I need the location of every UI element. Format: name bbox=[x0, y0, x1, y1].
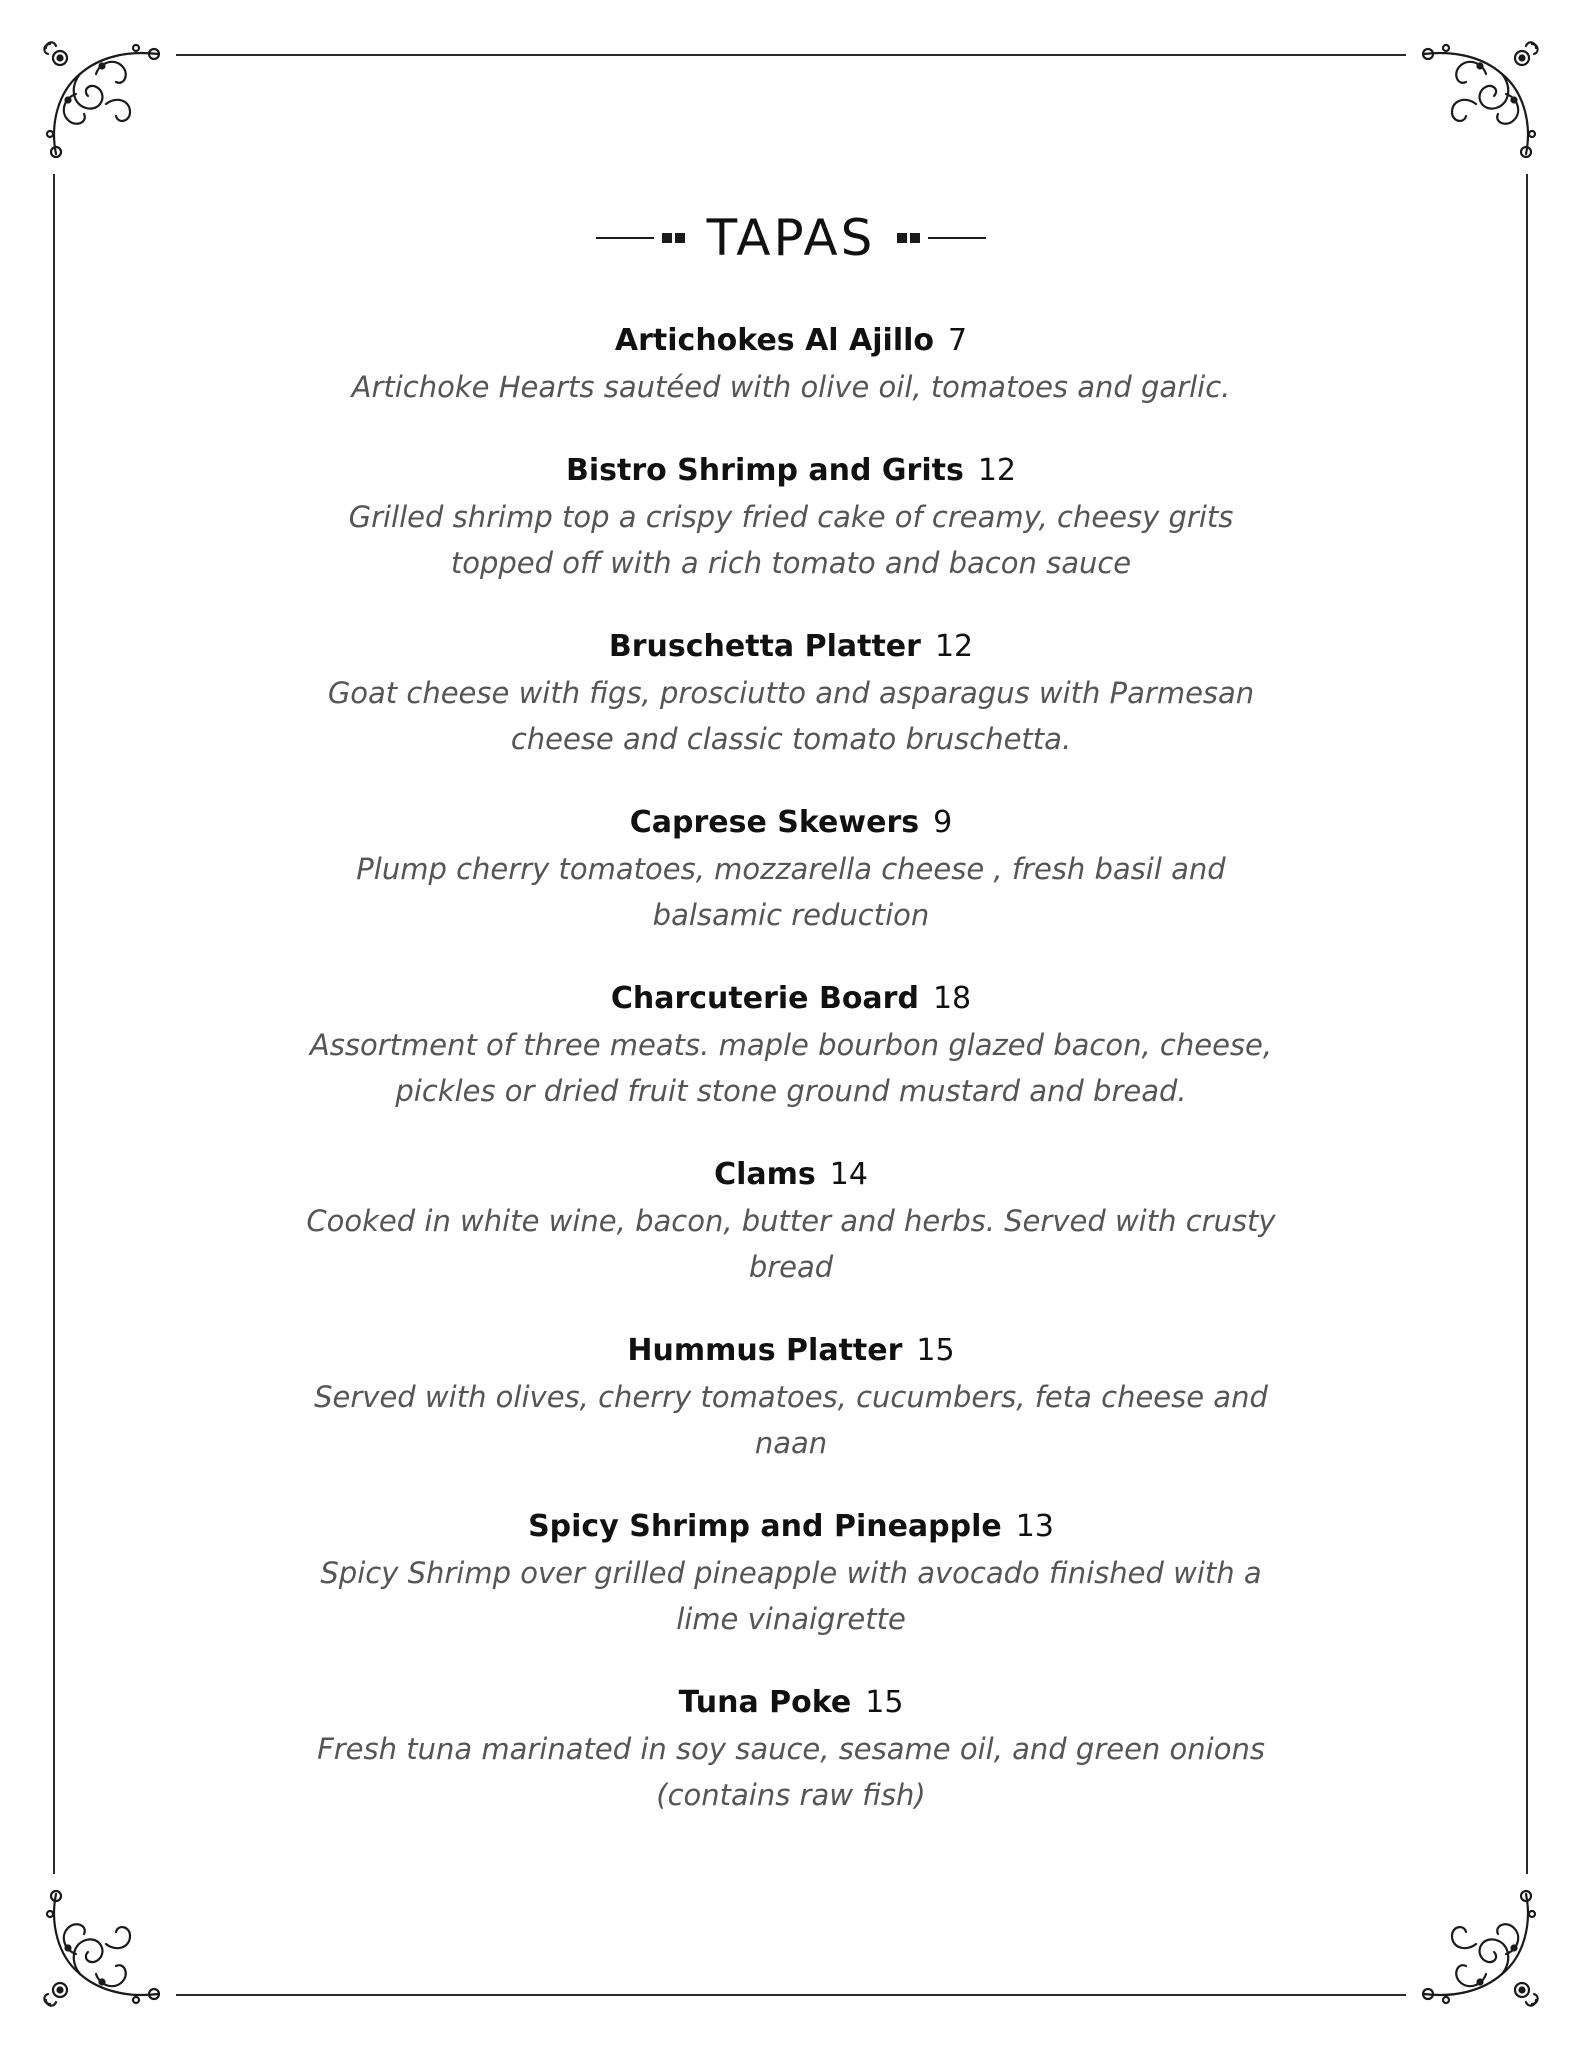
menu-item-description: balsamic reduction bbox=[652, 898, 930, 932]
double-square-divider-icon bbox=[662, 233, 685, 243]
flourish-corner-icon bbox=[1406, 1874, 1546, 2014]
menu-item-name: Hummus Platter bbox=[627, 1333, 903, 1368]
menu-item-title-line bbox=[191, 800, 1391, 846]
menu-item-price: 12 bbox=[934, 629, 974, 664]
menu-item-name: Tuna Poke bbox=[678, 1685, 852, 1720]
menu-item-name: Caprese Skewers bbox=[629, 805, 920, 840]
menu-item-description: Served with olives, cherry tomatoes, cucumbers, feta cheese and bbox=[314, 1380, 1268, 1414]
menu-item-description: Cooked in white wine, bacon, butter and herbs. Served with crusty bbox=[306, 1204, 1276, 1238]
flourish-corner-icon bbox=[36, 34, 176, 174]
menu-item-description: cheese and classic tomato bruschetta. bbox=[510, 722, 1072, 756]
menu-item-title-line bbox=[191, 448, 1391, 494]
menu-item bbox=[191, 318, 1391, 410]
menu-item-name: Artichokes Al Ajillo bbox=[614, 323, 934, 358]
menu-item-title-line bbox=[191, 976, 1391, 1022]
menu-item-name: Charcuterie Board bbox=[610, 981, 919, 1016]
heading-rule-left bbox=[596, 237, 654, 239]
double-square-divider-icon bbox=[897, 233, 920, 243]
menu-item-title-line bbox=[191, 1152, 1391, 1198]
menu-item-name: Bruschetta Platter bbox=[608, 629, 921, 664]
menu-item-price: 15 bbox=[916, 1333, 955, 1368]
menu-item bbox=[191, 1680, 1391, 1818]
menu-item-description: Assortment of three meats. maple bourbon glazed bacon, cheese, bbox=[309, 1028, 1273, 1062]
menu-item-description: Fresh tuna marinated in soy sauce, sesame oil, and green onions bbox=[317, 1732, 1265, 1766]
menu-list bbox=[191, 318, 1391, 1856]
menu-item-price: 18 bbox=[932, 981, 972, 1016]
menu-item-name: Spicy Shrimp and Pineapple bbox=[528, 1509, 1002, 1544]
menu-item-description: Spicy Shrimp over grilled pineapple with avocado finished with a bbox=[320, 1556, 1262, 1590]
menu-item-description: pickles or dried fruit stone ground mustard and bread. bbox=[395, 1074, 1187, 1108]
menu-item-description: Plump cherry tomatoes, mozzarella cheese , fresh basil and bbox=[356, 852, 1226, 886]
menu-item bbox=[191, 1152, 1391, 1290]
menu-item-price: 15 bbox=[865, 1685, 904, 1720]
menu-item-name: Clams bbox=[714, 1157, 816, 1192]
menu-item-description: Goat cheese with figs, prosciutto and asparagus with Parmesan bbox=[327, 676, 1255, 710]
flourish-corner-icon bbox=[1406, 34, 1546, 174]
flourish-corner-icon bbox=[36, 1874, 176, 2014]
menu-item-description: bread bbox=[748, 1250, 834, 1284]
menu-item-description: Artichoke Hearts sautéed with olive oil, tomatoes and garlic. bbox=[351, 370, 1231, 404]
menu-item-title-line bbox=[191, 1680, 1391, 1726]
menu-item bbox=[191, 1328, 1391, 1466]
menu-item-price: 13 bbox=[1015, 1509, 1054, 1544]
menu-item-price: 14 bbox=[829, 1157, 868, 1192]
menu-item-price: 7 bbox=[948, 323, 968, 358]
menu-item bbox=[191, 800, 1391, 938]
menu-item-title-line bbox=[191, 624, 1391, 670]
menu-item-price: 12 bbox=[977, 453, 1017, 488]
menu-item-price: 9 bbox=[933, 805, 953, 840]
menu-item bbox=[191, 976, 1391, 1114]
menu-item-name: Bistro Shrimp and Grits bbox=[565, 453, 964, 488]
section-heading bbox=[0, 200, 1582, 276]
heading-rule-right bbox=[928, 237, 986, 239]
menu-item bbox=[191, 624, 1391, 762]
section-title: TAPAS bbox=[706, 209, 876, 267]
menu-item-description: (contains raw fish) bbox=[656, 1778, 926, 1812]
menu-item-description: topped off with a rich tomato and bacon sauce bbox=[450, 546, 1132, 580]
menu-item-title-line bbox=[191, 1504, 1391, 1550]
menu-item-title-line bbox=[191, 1328, 1391, 1374]
menu-item-description: naan bbox=[754, 1426, 828, 1460]
menu-item bbox=[191, 1504, 1391, 1642]
menu-item-description: Grilled shrimp top a crispy fried cake of creamy, cheesy grits bbox=[348, 500, 1234, 534]
menu-item-title-line bbox=[191, 318, 1391, 364]
menu-item-description: lime vinaigrette bbox=[676, 1602, 906, 1636]
menu-item bbox=[191, 448, 1391, 586]
